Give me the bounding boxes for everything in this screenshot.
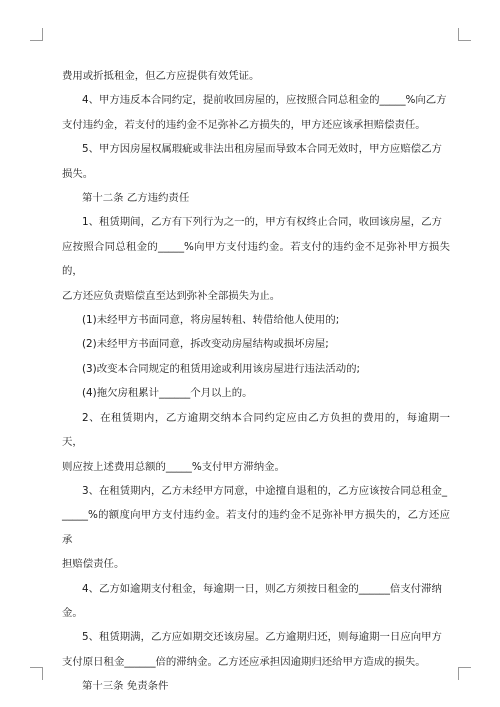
text-line: 1、租赁期间，乙方有下列行为之一的，甲方有权终止合同，收回该房屋，乙方 bbox=[82, 216, 442, 229]
text-line: 则应按上述费用总额的_____%支付甲方滞纳金。 bbox=[62, 460, 285, 473]
section-heading: 第十三条 免责条件 bbox=[82, 680, 169, 693]
text-line: 5、租赁期满，乙方应如期交还该房屋。乙方逾期归还，则每逾期一日应向甲方 bbox=[82, 631, 442, 644]
text-line: 损失。 bbox=[62, 167, 94, 180]
crop-mark-top-left bbox=[30, 28, 43, 41]
section-heading: 第十二条 乙方违约责任 bbox=[82, 192, 190, 205]
text-line: 应按照合同总租金的_____%向甲方支付违约金。若支付的违约金不足弥补甲方损失的， bbox=[62, 240, 450, 278]
text-line: 担赔偿责任。 bbox=[62, 558, 125, 571]
list-item: (4)拖欠房租累计______个月以上的。 bbox=[82, 387, 253, 400]
text-line: 4、乙方如逾期支付租金，每逾期一日，则乙方须按日租金的______倍支付滞纳 bbox=[82, 582, 442, 595]
text-line: 4、甲方违反本合同约定，提前收回房屋的，应按照合同总租金的_____%向乙方 bbox=[82, 94, 447, 107]
text-line: 乙方还应负责赔偿直至达到弥补全部损失为止。 bbox=[62, 289, 281, 302]
text-line: 2、在租赁期内，乙方逾期交纳本合同约定应由乙方负担的费用的，每逾期一天， bbox=[62, 411, 450, 449]
crop-mark-bottom-right bbox=[458, 667, 471, 680]
text-line: 费用或折抵租金，但乙方应提供有效凭证。 bbox=[62, 70, 260, 82]
text-line: _____%的额度向甲方支付违约金。若支付的违约金不足弥补甲方损失的，乙方还应承 bbox=[62, 509, 450, 546]
text-line: 3、在租赁期内，乙方未经甲方同意，中途擅自退租的，乙方应该按合同总租金_ bbox=[82, 484, 448, 497]
list-item: (3)改变本合同规定的租赁用途或利用该房屋进行违法活动的; bbox=[82, 362, 360, 375]
text-line: 支付违约金，若支付的违约金不足弥补乙方损失的，甲方还应该承担赔偿责任。 bbox=[62, 118, 426, 131]
crop-mark-bottom-left bbox=[30, 667, 43, 680]
text-line: 5、甲方因房屋权属瑕疵或非法出租房屋而导致本合同无效时，甲方应赔偿乙方 bbox=[82, 143, 442, 156]
list-item: (2)未经甲方书面同意，拆改变动房屋结构或损坏房屋; bbox=[82, 338, 329, 351]
document-body bbox=[62, 64, 450, 699]
text-line: 金。 bbox=[62, 606, 83, 619]
text-line: 支付原日租金______倍的滞纳金。乙方还应承担因逾期归还给甲方造成的损失。 bbox=[62, 655, 426, 668]
crop-mark-top-right bbox=[458, 28, 471, 41]
list-item: (1)未经甲方书面同意，将房屋转租、转借给他人使用的; bbox=[82, 314, 340, 327]
